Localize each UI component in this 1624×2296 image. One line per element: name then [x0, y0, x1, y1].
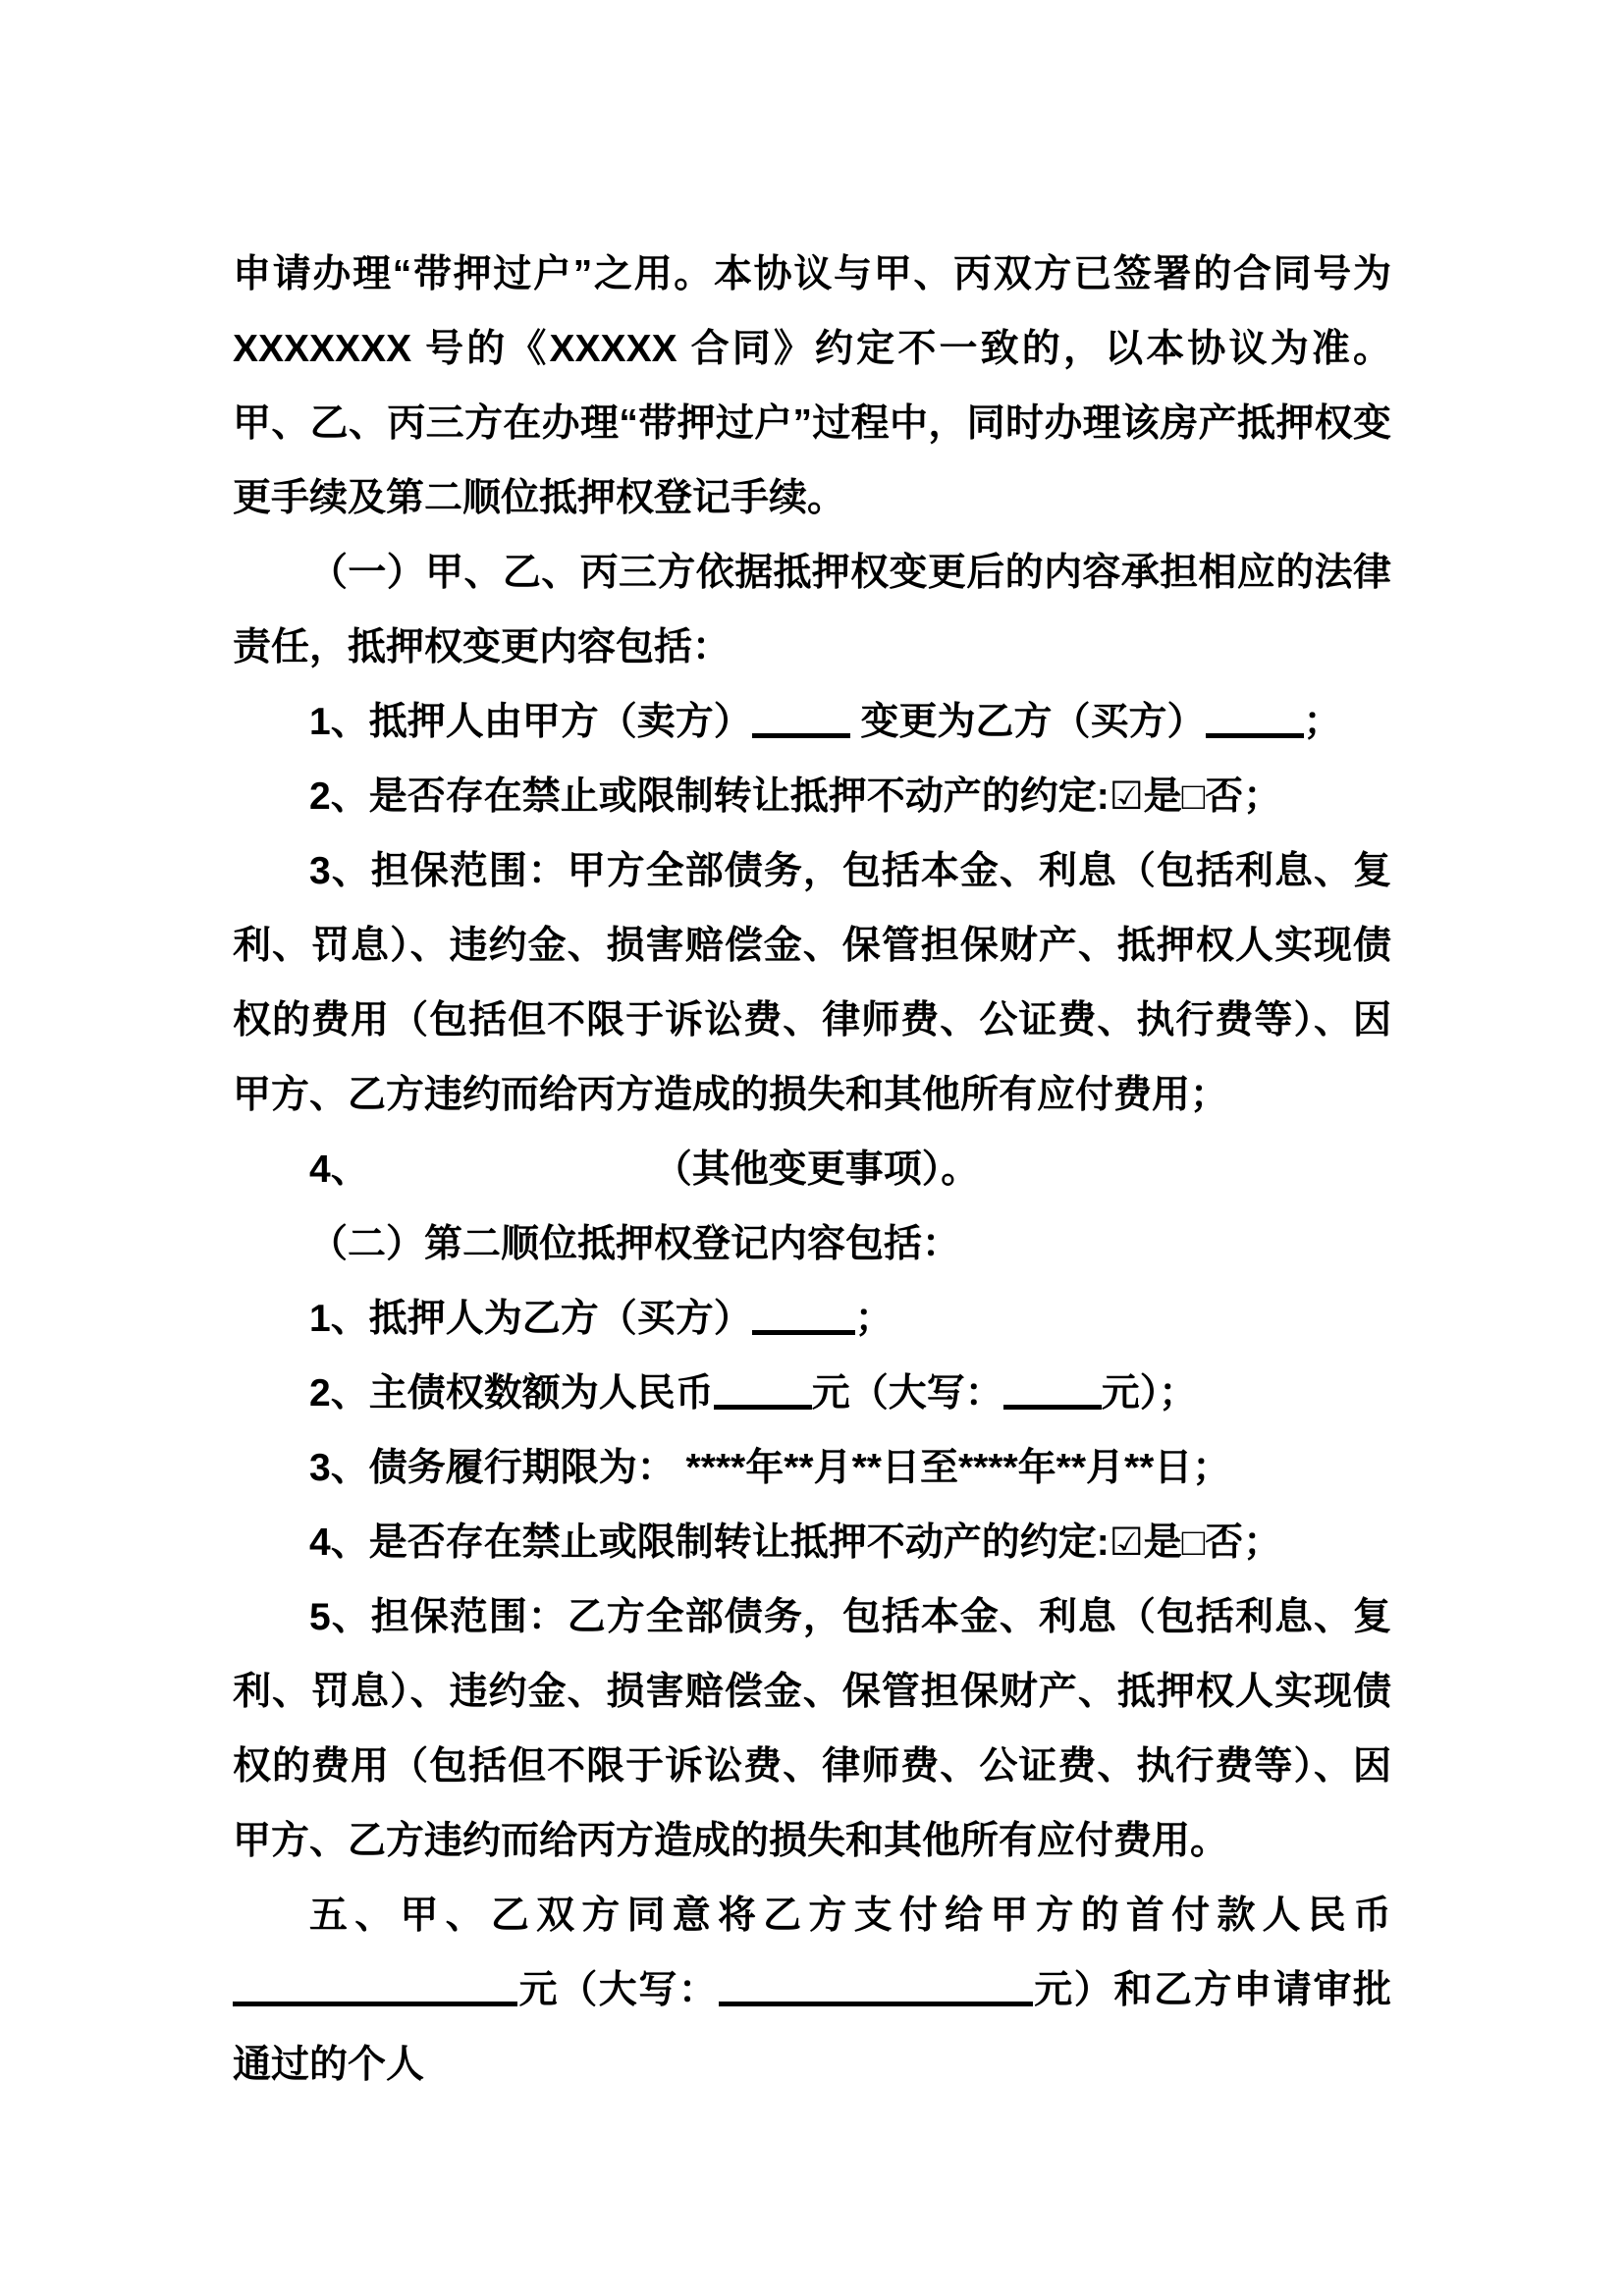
checkbox-no-unchecked-icon: □: [1181, 775, 1206, 818]
item-text: 2、是否存在禁止或限制转让抵押不动产的约定:: [309, 775, 1110, 818]
checkbox-yes-checked-icon: ☑: [1109, 1522, 1144, 1564]
no-label: 否；: [1205, 775, 1282, 818]
section-two-heading: [233, 1207, 1391, 1282]
checkbox-yes-checked-icon: ☑: [1109, 775, 1144, 818]
item-text: 2、主债权数额为人民币: [309, 1372, 714, 1415]
item-number: 4、: [309, 1148, 369, 1191]
section-two-item-2: [233, 1357, 1391, 1431]
clause-text: 元（大写：: [517, 1969, 719, 2011]
item-text: 变更为乙方（买方）: [849, 701, 1206, 743]
fill-in-blank-downpayment-2: [400, 1992, 517, 2006]
item-text: 元（大写：: [811, 1372, 1003, 1415]
clause-text: 元）和乙方申请审批通过的个人: [233, 1969, 1391, 2086]
section-two-item-5: [233, 1580, 1391, 1879]
section-two-item-3: [233, 1431, 1391, 1506]
item-text: 4、是否存在禁止或限制转让抵押不动产的约定:: [309, 1522, 1110, 1564]
fill-in-blank-amount-capital: [1003, 1395, 1102, 1410]
fill-in-blank-amount: [714, 1395, 812, 1410]
checkbox-no-unchecked-icon: □: [1181, 1522, 1206, 1564]
item-text: 元）；: [1101, 1372, 1198, 1415]
clause-text: 五、甲、乙双方同意将乙方支付给甲方的首付款人民币: [309, 1895, 1391, 1937]
yes-label: 是: [1143, 1522, 1182, 1564]
item-text: ；: [854, 1298, 893, 1340]
section-one-item-3: [233, 834, 1391, 1133]
clause-five: [233, 1879, 1391, 2103]
section-one-item-2: [233, 760, 1391, 834]
item-text: 1、抵押人为乙方（买方）: [309, 1298, 752, 1340]
fill-in-blank-downpayment-capital: [719, 1992, 1033, 2006]
item-text: 5、担保范围：乙方全部债务，包括本金、利息（包括利息、复利、罚息）、违约金、损害赔偿金、保管担保财产、抵押权人实现债权的费用（包括但不限于诉讼费、律师费、公证费、执行费等）、因甲方、乙方违约而给丙方造成的损失和其他所有应付费用。: [233, 1596, 1391, 1862]
item-text: ；: [1303, 701, 1342, 743]
section-two-heading-text: （二）第二顺位抵押权登记内容包括：: [309, 1223, 961, 1265]
section-one-heading-text: （一）甲、乙、丙三方依据抵押权变更后的内容承担相应的法律责任，抵押权变更内容包括：: [233, 552, 1391, 668]
fill-in-blank-mortgagor: [752, 1320, 855, 1335]
section-one-item-1: [233, 685, 1391, 760]
fill-in-blank-downpayment-1: [233, 1992, 400, 2006]
section-one-item-4: [233, 1133, 1391, 1207]
item-text: 3、债务履行期限为： ****年**月**日至****年**月**日；: [309, 1447, 1231, 1489]
paragraph-continuation: [233, 238, 1391, 536]
no-label: 否；: [1205, 1522, 1282, 1564]
section-two-item-1: [233, 1282, 1391, 1357]
item-text: 3、担保范围：甲方全部债务，包括本金、利息（包括利息、复利、罚息）、违约金、损害赔偿金、保管担保财产、抵押权人实现债权的费用（包括但不限于诉讼费、律师费、公证费、执行费等）、因甲方、乙方违约而给丙方造成的损失和其他所有应付费用；: [233, 850, 1391, 1116]
contract-body: [233, 238, 1391, 2103]
section-one-heading: [233, 536, 1391, 685]
section-two-item-4: [233, 1506, 1391, 1580]
item-text: （其他变更事项）。: [653, 1148, 980, 1191]
paragraph-continuation-text: 申请办理“带押过户”之用。本协议与甲、丙双方已签署的合同号为 XXXXXXX 号的《XXXXX 合同》约定不一致的，以本协议为准。甲、乙、丙三方在办理“带押过户”过程中，同时办理该房产抵押权变更手续及第二顺位抵押权登记手续。: [233, 253, 1391, 519]
fill-in-blank-seller: [752, 723, 850, 738]
yes-label: 是: [1143, 775, 1182, 818]
item-text: 1、抵押人由甲方（卖方）: [309, 701, 752, 743]
fill-in-blank-buyer: [1206, 723, 1304, 738]
